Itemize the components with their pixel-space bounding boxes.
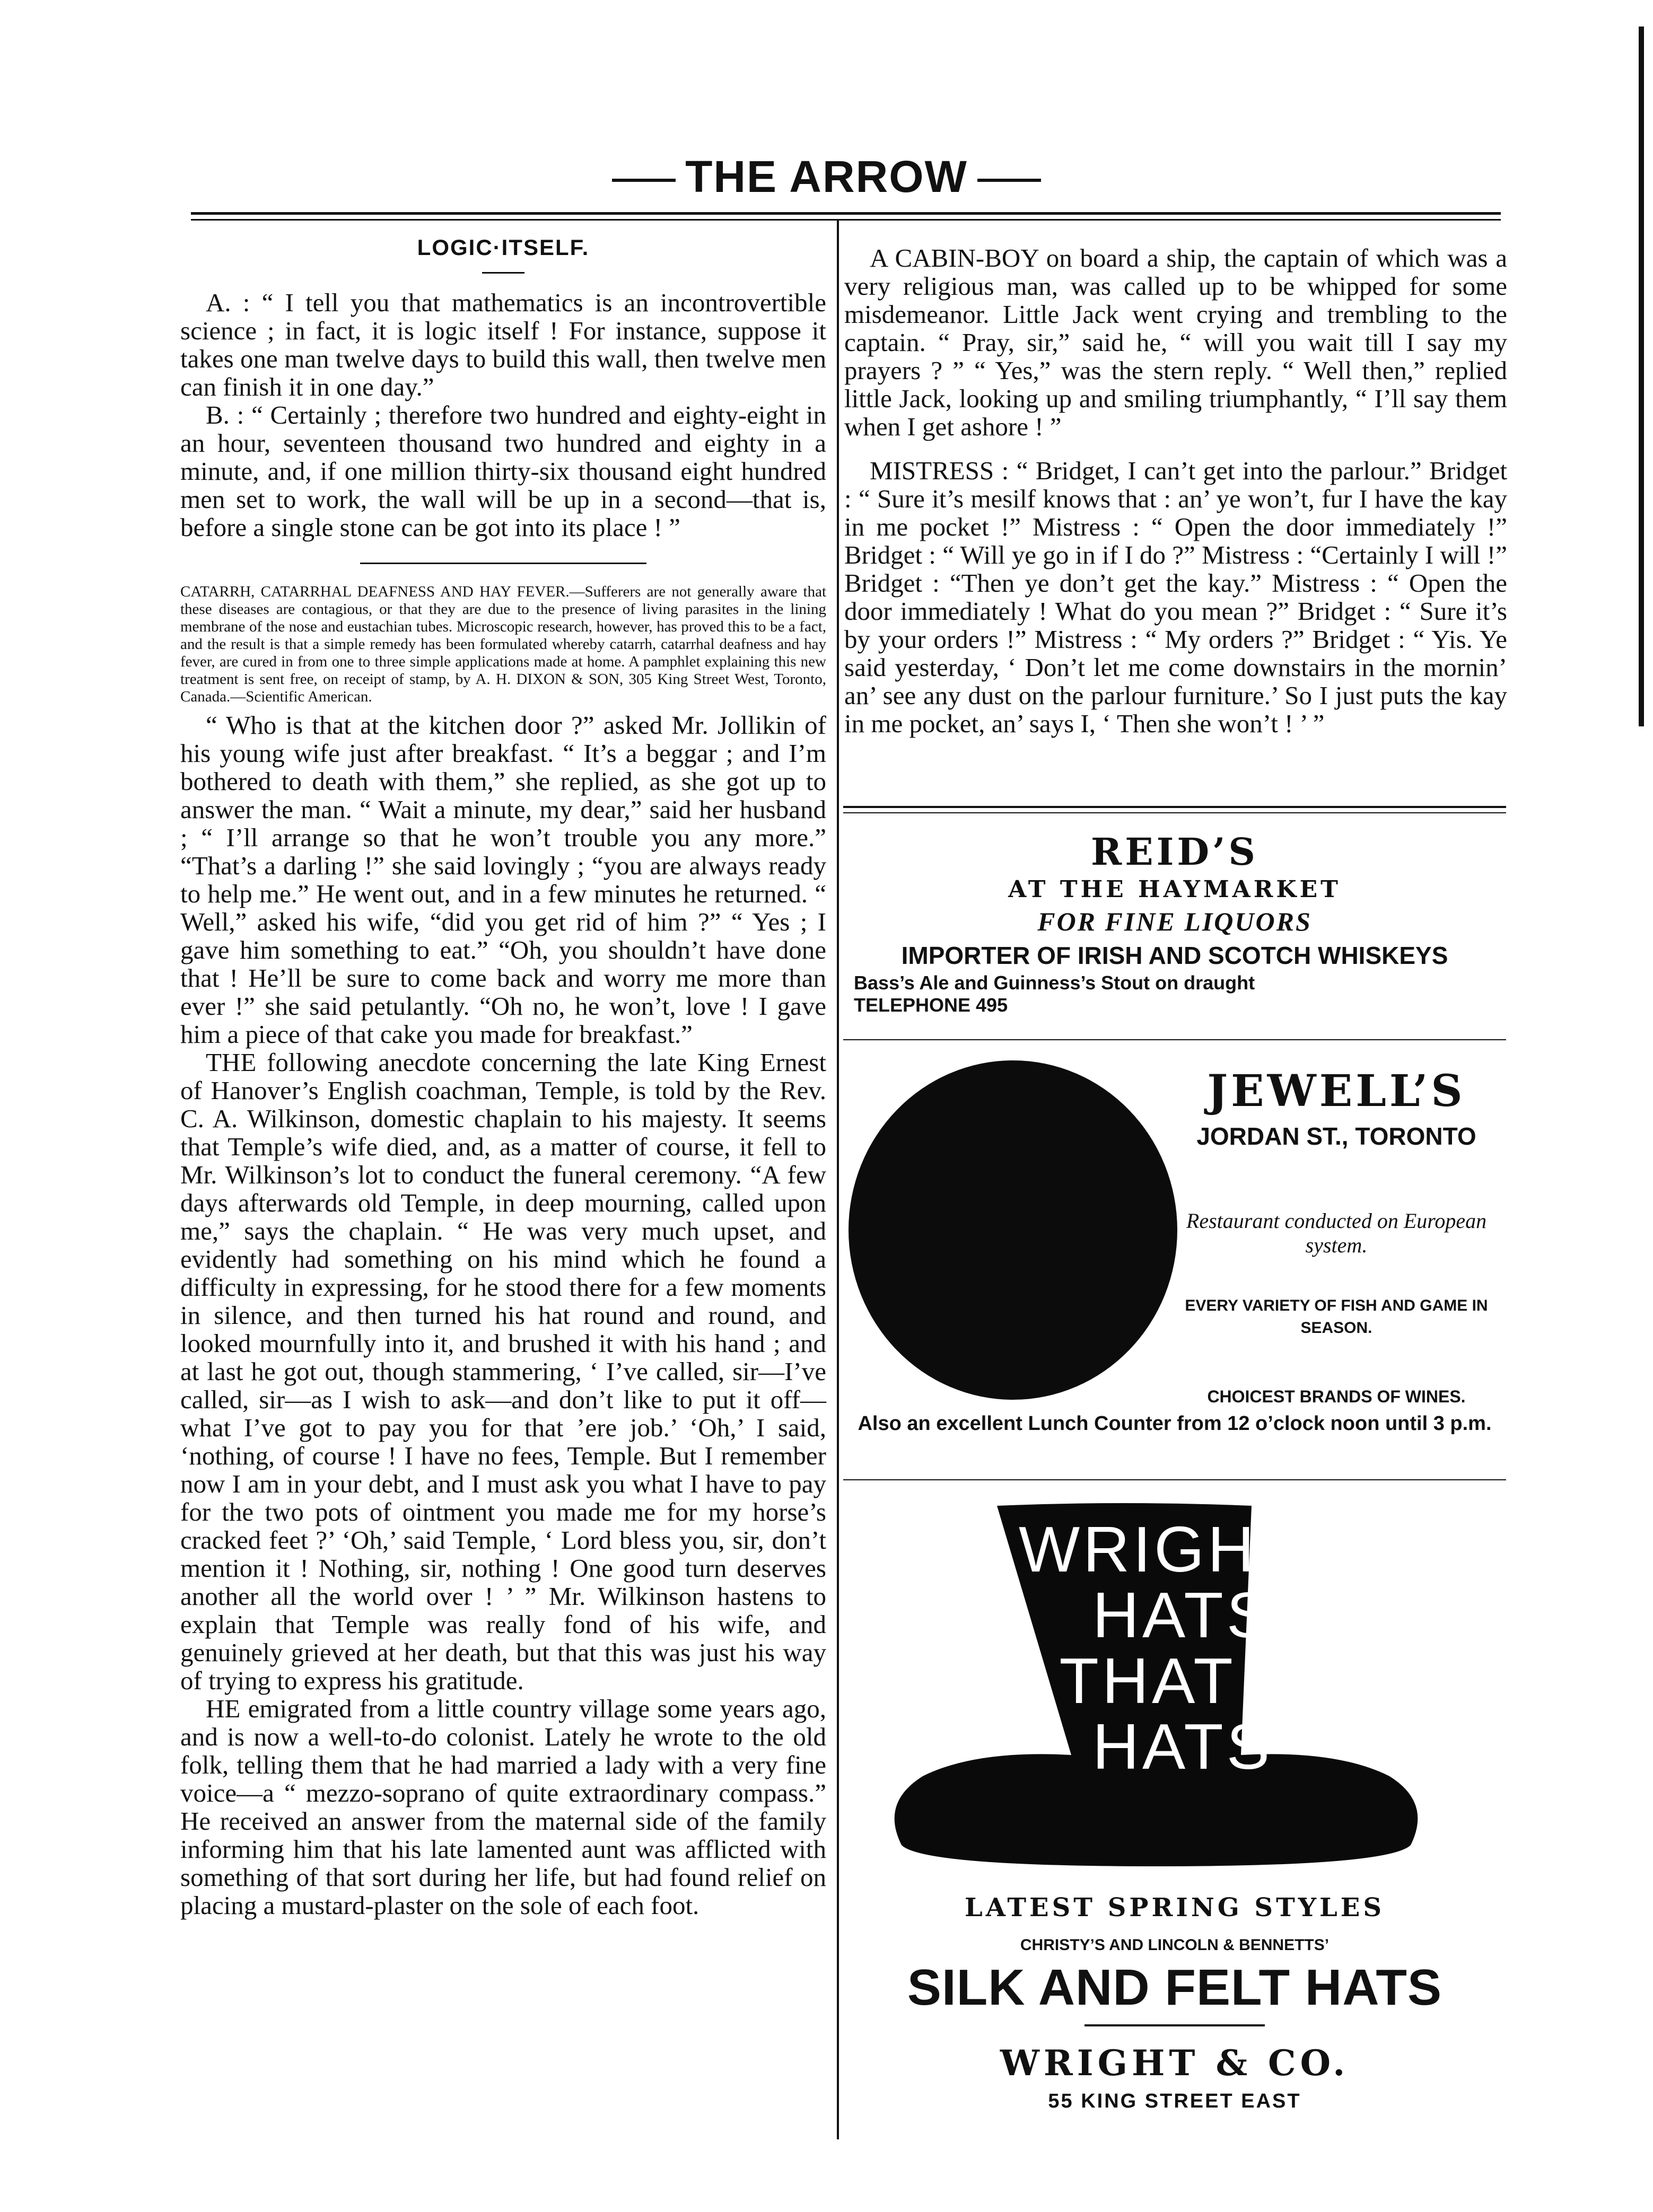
jewells-name: JEWELL’S bbox=[1207, 1066, 1466, 1117]
dialogue-b: B. : “ Certainly ; therefore two hundred and eighty-eight in an hour, seventeen thousand two hundred and eighty in a minute, and, if one million thirty-six thousand eight hundred men set to work, the wall will be up in a second—that is, before a single stone can be got into its place ! ” bbox=[180, 400, 826, 542]
section-rule bbox=[360, 563, 646, 564]
wright-latest-styles: LATEST SPRING STYLES bbox=[964, 1893, 1385, 1923]
cabin-boy-story: A CABIN-BOY on board a ship, the captain of which was a very religious man, was called up to be whipped for some misdemeanor. Little Jack went crying and trembling to the captain. “ Pray, sir,” said he, “ will you wait till I say my prayers ? ” “ Yes,” was the stern reply. “ Well then,” replied little Jack, looking up and smiling triumphantly, “ I’ll say them when I get ashore ! ” bbox=[844, 243, 1507, 441]
jewells-address: JORDAN ST., TORONTO bbox=[1196, 1122, 1476, 1150]
page-edge bbox=[1639, 27, 1644, 726]
ad-rule-2 bbox=[843, 1039, 1506, 1040]
hat-line-1: WRIGHTS bbox=[1018, 1513, 1347, 1585]
masthead-dash-left bbox=[612, 179, 676, 182]
catarrh-notice: CATARRH, CATARRHAL DEAFNESS AND HAY FEVER.—Sufferers are not generally aware that these diseases are contagious, or that they are due to the presence of living parasites in the lining membrane of the nose and eustachian tubes. Microscopic research, however, has proved this to be a fact, and the result is that a simple remedy has been formulated whereby catarrh, catarrhal deafness and hay fever, are cured in from one to three simple applications made at home. A pamphlet explaining this new treatment is sent free, on receipt of stamp, by A. H. DIXON & SON, 305 King Street West, Toronto, Canada.—Scientific American. bbox=[180, 583, 826, 705]
jewells-fish-game: EVERY VARIETY OF FISH AND GAME IN SEASON. bbox=[1185, 1297, 1488, 1337]
reids-telephone: TELEPHONE 495 bbox=[854, 994, 1008, 1016]
column-divider bbox=[837, 220, 839, 2139]
jewells-restaurant: Restaurant conducted on European system. bbox=[1186, 1209, 1487, 1257]
jewells-wines: CHOICEST BRANDS OF WINES. bbox=[1207, 1387, 1466, 1406]
bridget-story: MISTRESS : “ Bridget, I can’t get into the parlour.” Bridget : “ Sure it’s mesilf knows that : an’ ye won’t, fur I have the kay in me pocket !” Mistress : “ Open the door immediately !” Bridget : “ Will ye go in if I do ?” Mistress : “Certainly I will !” Bridget : “Then ye don’t get the kay.” Mistress : “ Open the door immediately ! What do you mean ?” Bridget : “ Sure it’s by your orders !” Mistress : “ My orders ?” Bridget : “ Yis. Ye said yesterday, ‘ Don’t let me come downstairs in the mornin’ an’ see any dust on the parlour furniture.’ So I just puts the kay in me pocket, an’ says I, ‘ Then she won’t ! ’ ” bbox=[844, 456, 1507, 738]
ad-rule-1b bbox=[843, 812, 1506, 813]
jewells-advert bbox=[1164, 1066, 1509, 1407]
jollikin-story: “ Who is that at the kitchen door ?” asked Mr. Jollikin of his young wife just after breakfast. “ It’s a beggar ; and I’m bothered to death with them,” she replied, as she got up to answer the man. “ Wait a minute, my dear,” said her husband ; “ I’ll arrange so that he won’t trouble you any more.” “That’s a darling !” she said lovingly ; “you are always ready to help me.” He went out, and in a few minutes he returned. “ Well,” asked his wife, “did you get rid of him ?” “ Yes ; I gave him something to eat.” “Oh, you shouldn’t have done that ! He’ll be sure to come back and worry me more than ever !” she said petulantly. “Oh no, he won’t, love ! I gave him a piece of that cake you made for breakfast.” bbox=[180, 710, 826, 1049]
hat-line-2: HATS bbox=[1092, 1579, 1273, 1651]
jewell-portrait-image bbox=[849, 1060, 1177, 1400]
right-column bbox=[844, 244, 1507, 738]
temple-anecdote: THE following anecdote concerning the late King Ernest of Hanover’s English coachman, Temple, is told by the Rev. C. A. Wilkinson, domestic chaplain to his majesty. It seems that Temple’s wife died, and, as a matter of course, it fell to Mr. Wilkinson’s lot to conduct the funeral ceremony. “A few days afterwards old Temple, in deep mourning, called upon me,” says the chaplain. “ He was very much upset, and evidently had something on his mind which he found a difficulty in expressing, for he stood there for a few moments in silence, and then turned his hat round and round, and looked mournfully into it, and brushed it with his hand ; and at last he got out, though stammering, ‘ I’ve called, sir—I’ve called, sir—as I wish to ask—and don’t like to put it off—what I’ve got to pay you for that ’ere job.’ ‘Oh,’ I said, ‘nothing, of course ! I have no fees, Temple. But I remember now I am in your debt, and I must ask you what I have to pay for the two pots of ointment you made me for my horse’s cracked feet ?’ ‘Oh,’ said Temple, ‘ Lord bless you, sir, don’t mention it ! Nothing, sir, nothing ! One good turn deserves another all the world over ! ’ ” Mr. Wilkinson hastens to explain that Temple was really fond of his wife, and genuinely grieved at her death, but that this was just his way of trying to express his gratitude. bbox=[180, 1048, 826, 1695]
wright-advert bbox=[843, 1893, 1506, 2113]
ad-rule-3 bbox=[843, 1479, 1506, 1480]
reids-fine-liquors: FOR FINE LIQUORS bbox=[1037, 907, 1312, 936]
header-rule bbox=[191, 212, 1501, 215]
wright-address: 55 KING STREET EAST bbox=[1048, 2090, 1301, 2112]
hat-slogan bbox=[986, 1513, 1379, 1783]
reids-location: AT THE HAYMARKET bbox=[1008, 876, 1341, 903]
wright-company: WRIGHT & CO. bbox=[1000, 2042, 1350, 2084]
header-rule-thin bbox=[191, 219, 1501, 221]
colonist-story: HE emigrated from a little country village some years ago, and is now a well-to-do colonist. Lately he wrote to the old folk, telling them that he had married a lady with a very fine voice—a “ mezzo-soprano of quite extraordinary compass.” He received an answer from the maternal side of the family informing him that his late lamented aunt was afflicted with something of that sort during her life, but had found relief on placing a mustard-plaster on the sole of each foot. bbox=[180, 1694, 826, 1920]
reids-name: REID’S bbox=[1091, 830, 1258, 874]
wright-silk-felt: SILK AND FELT HATS bbox=[907, 1959, 1442, 2016]
wright-rule bbox=[1084, 2024, 1265, 2026]
hat-line-3: THAT R bbox=[1059, 1645, 1306, 1717]
masthead bbox=[0, 151, 1653, 203]
title-rule bbox=[482, 272, 524, 274]
wright-makers: CHRISTY’S AND LINCOLN & BENNETTS’ bbox=[1020, 1936, 1330, 1954]
dialogue-a: A. : “ I tell you that mathematics is an incontrovertible science ; in fact, it is logic itself ! For instance, suppose it takes one man twelve days to build this wall, then twelve men can finish it in one day.” bbox=[180, 288, 826, 401]
masthead-dash-right bbox=[977, 179, 1041, 182]
reids-advert bbox=[843, 830, 1506, 1016]
section-title: LOGIC·ITSELF. bbox=[417, 235, 590, 260]
left-column bbox=[180, 233, 826, 1919]
reids-importer: IMPORTER OF IRISH AND SCOTCH WHISKEYS bbox=[901, 942, 1448, 969]
ad-rule-1 bbox=[843, 806, 1506, 808]
hat-line-4: HATS bbox=[1092, 1710, 1273, 1783]
masthead-title: THE ARROW bbox=[685, 152, 968, 201]
jewells-lunch-counter: Also an excellent Lunch Counter from 12 o’clock noon until 3 p.m. bbox=[858, 1412, 1492, 1435]
reids-bass-ale: Bass’s Ale and Guinness’s Stout on draught bbox=[854, 972, 1255, 994]
